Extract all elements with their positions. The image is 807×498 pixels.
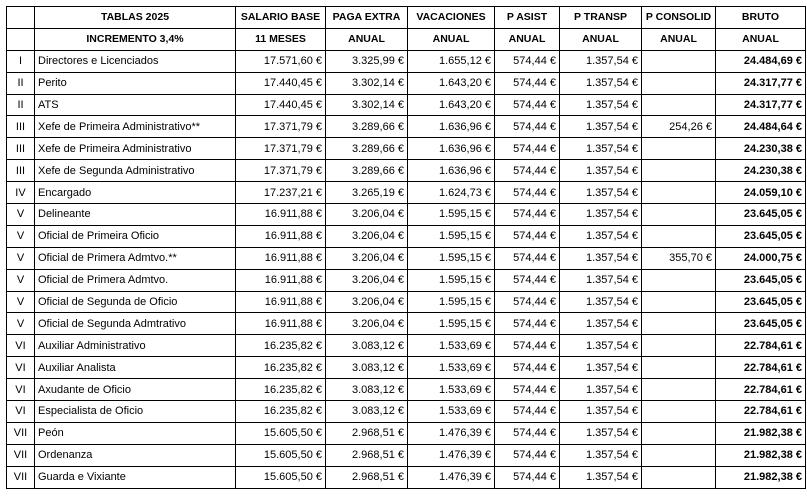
paga-extra-cell: 2.968,51 € bbox=[326, 444, 408, 466]
category-cell: Ordenanza bbox=[35, 444, 236, 466]
category-cell: Especialista de Oficio bbox=[35, 401, 236, 423]
table-row bbox=[7, 182, 806, 204]
paga-extra-cell: 3.083,12 € bbox=[326, 357, 408, 379]
bruto-cell: 22.784,61 € bbox=[716, 379, 806, 401]
p-asist-cell: 574,44 € bbox=[495, 291, 560, 313]
group-cell: VI bbox=[7, 401, 35, 423]
vacaciones-cell: 1.643,20 € bbox=[408, 94, 495, 116]
salario-base-cell: 16.235,82 € bbox=[236, 357, 326, 379]
salario-base-cell: 17.440,45 € bbox=[236, 72, 326, 94]
p-asist-cell: 574,44 € bbox=[495, 72, 560, 94]
paga-extra-cell: 2.968,51 € bbox=[326, 422, 408, 444]
group-cell: VI bbox=[7, 335, 35, 357]
group-cell: II bbox=[7, 72, 35, 94]
table-row bbox=[7, 335, 806, 357]
table-row bbox=[7, 444, 806, 466]
p-asist-cell: 574,44 € bbox=[495, 138, 560, 160]
vacaciones-cell: 1.595,15 € bbox=[408, 269, 495, 291]
p-asist-cell: 574,44 € bbox=[495, 422, 560, 444]
header-blank bbox=[7, 7, 35, 29]
p-consolid-cell bbox=[642, 401, 716, 423]
category-cell: Oficial de Segunda Admtrativo bbox=[35, 313, 236, 335]
p-transp-cell: 1.357,54 € bbox=[560, 313, 642, 335]
p-consolid-cell: 254,26 € bbox=[642, 116, 716, 138]
table-row bbox=[7, 466, 806, 488]
table-row bbox=[7, 138, 806, 160]
group-cell: VII bbox=[7, 422, 35, 444]
p-transp-cell: 1.357,54 € bbox=[560, 291, 642, 313]
salario-base-cell: 16.235,82 € bbox=[236, 401, 326, 423]
header-vacaciones-period: ANUAL bbox=[408, 28, 495, 50]
table-row bbox=[7, 50, 806, 72]
p-transp-cell: 1.357,54 € bbox=[560, 444, 642, 466]
salario-base-cell: 16.911,88 € bbox=[236, 225, 326, 247]
paga-extra-cell: 3.289,66 € bbox=[326, 116, 408, 138]
salario-base-cell: 15.605,50 € bbox=[236, 444, 326, 466]
category-cell: Delineante bbox=[35, 204, 236, 226]
p-asist-cell: 574,44 € bbox=[495, 379, 560, 401]
p-consolid-cell bbox=[642, 357, 716, 379]
table-body bbox=[7, 50, 806, 488]
p-consolid-cell bbox=[642, 204, 716, 226]
vacaciones-cell: 1.643,20 € bbox=[408, 72, 495, 94]
vacaciones-cell: 1.533,69 € bbox=[408, 379, 495, 401]
header-p-asist-period: ANUAL bbox=[495, 28, 560, 50]
header-p-transp: P TRANSP bbox=[560, 7, 642, 29]
table-row bbox=[7, 269, 806, 291]
p-asist-cell: 574,44 € bbox=[495, 204, 560, 226]
header-paga-extra: PAGA EXTRA bbox=[326, 7, 408, 29]
header-bruto-period: ANUAL bbox=[716, 28, 806, 50]
bruto-cell: 24.059,10 € bbox=[716, 182, 806, 204]
group-cell: III bbox=[7, 138, 35, 160]
category-cell: ATS bbox=[35, 94, 236, 116]
p-transp-cell: 1.357,54 € bbox=[560, 466, 642, 488]
vacaciones-cell: 1.595,15 € bbox=[408, 291, 495, 313]
vacaciones-cell: 1.655,12 € bbox=[408, 50, 495, 72]
p-transp-cell: 1.357,54 € bbox=[560, 50, 642, 72]
paga-extra-cell: 3.206,04 € bbox=[326, 313, 408, 335]
bruto-cell: 24.230,38 € bbox=[716, 160, 806, 182]
table-row bbox=[7, 160, 806, 182]
p-consolid-cell bbox=[642, 138, 716, 160]
vacaciones-cell: 1.533,69 € bbox=[408, 401, 495, 423]
table-row bbox=[7, 72, 806, 94]
paga-extra-cell: 3.083,12 € bbox=[326, 401, 408, 423]
salary-table bbox=[6, 6, 806, 489]
paga-extra-cell: 3.206,04 € bbox=[326, 291, 408, 313]
p-transp-cell: 1.357,54 € bbox=[560, 138, 642, 160]
table-row bbox=[7, 247, 806, 269]
vacaciones-cell: 1.476,39 € bbox=[408, 444, 495, 466]
header-salario-period: 11 MESES bbox=[236, 28, 326, 50]
paga-extra-cell: 3.302,14 € bbox=[326, 72, 408, 94]
p-transp-cell: 1.357,54 € bbox=[560, 204, 642, 226]
p-transp-cell: 1.357,54 € bbox=[560, 116, 642, 138]
category-cell: Oficial de Primeira Oficio bbox=[35, 225, 236, 247]
header-paga-extra-period: ANUAL bbox=[326, 28, 408, 50]
paga-extra-cell: 3.302,14 € bbox=[326, 94, 408, 116]
category-cell: Axudante de Oficio bbox=[35, 379, 236, 401]
bruto-cell: 21.982,38 € bbox=[716, 422, 806, 444]
group-cell: II bbox=[7, 94, 35, 116]
p-transp-cell: 1.357,54 € bbox=[560, 357, 642, 379]
category-cell: Xefe de Primeira Administrativo bbox=[35, 138, 236, 160]
category-cell: Xefe de Primeira Administrativo** bbox=[35, 116, 236, 138]
salario-base-cell: 16.911,88 € bbox=[236, 269, 326, 291]
p-asist-cell: 574,44 € bbox=[495, 269, 560, 291]
salario-base-cell: 16.911,88 € bbox=[236, 204, 326, 226]
vacaciones-cell: 1.595,15 € bbox=[408, 204, 495, 226]
vacaciones-cell: 1.533,69 € bbox=[408, 335, 495, 357]
category-cell: Encargado bbox=[35, 182, 236, 204]
table-row bbox=[7, 379, 806, 401]
bruto-cell: 22.784,61 € bbox=[716, 335, 806, 357]
p-asist-cell: 574,44 € bbox=[495, 313, 560, 335]
paga-extra-cell: 3.289,66 € bbox=[326, 138, 408, 160]
header-row-2 bbox=[7, 28, 806, 50]
bruto-cell: 24.484,69 € bbox=[716, 50, 806, 72]
p-asist-cell: 574,44 € bbox=[495, 335, 560, 357]
group-cell: III bbox=[7, 116, 35, 138]
salario-base-cell: 16.235,82 € bbox=[236, 335, 326, 357]
group-cell: I bbox=[7, 50, 35, 72]
p-consolid-cell bbox=[642, 379, 716, 401]
bruto-cell: 24.317,77 € bbox=[716, 72, 806, 94]
p-consolid-cell bbox=[642, 269, 716, 291]
vacaciones-cell: 1.636,96 € bbox=[408, 160, 495, 182]
header-p-asist: P ASIST bbox=[495, 7, 560, 29]
header-p-transp-period: ANUAL bbox=[560, 28, 642, 50]
p-transp-cell: 1.357,54 € bbox=[560, 269, 642, 291]
paga-extra-cell: 3.206,04 € bbox=[326, 204, 408, 226]
paga-extra-cell: 3.083,12 € bbox=[326, 379, 408, 401]
salario-base-cell: 17.371,79 € bbox=[236, 160, 326, 182]
paga-extra-cell: 2.968,51 € bbox=[326, 466, 408, 488]
salario-base-cell: 17.571,60 € bbox=[236, 50, 326, 72]
vacaciones-cell: 1.636,96 € bbox=[408, 116, 495, 138]
header-vacaciones: VACACIONES bbox=[408, 7, 495, 29]
bruto-cell: 22.784,61 € bbox=[716, 357, 806, 379]
p-consolid-cell: 355,70 € bbox=[642, 247, 716, 269]
table-header bbox=[7, 7, 806, 51]
p-transp-cell: 1.357,54 € bbox=[560, 335, 642, 357]
p-consolid-cell bbox=[642, 335, 716, 357]
header-bruto: BRUTO bbox=[716, 7, 806, 29]
paga-extra-cell: 3.289,66 € bbox=[326, 160, 408, 182]
p-consolid-cell bbox=[642, 225, 716, 247]
vacaciones-cell: 1.624,73 € bbox=[408, 182, 495, 204]
p-asist-cell: 574,44 € bbox=[495, 247, 560, 269]
vacaciones-cell: 1.595,15 € bbox=[408, 313, 495, 335]
table-row bbox=[7, 401, 806, 423]
p-transp-cell: 1.357,54 € bbox=[560, 94, 642, 116]
category-cell: Oficial de Segunda de Oficio bbox=[35, 291, 236, 313]
group-cell: V bbox=[7, 269, 35, 291]
table-row bbox=[7, 357, 806, 379]
bruto-cell: 23.645,05 € bbox=[716, 291, 806, 313]
table-row bbox=[7, 225, 806, 247]
p-asist-cell: 574,44 € bbox=[495, 466, 560, 488]
salario-base-cell: 16.235,82 € bbox=[236, 379, 326, 401]
vacaciones-cell: 1.595,15 € bbox=[408, 225, 495, 247]
p-asist-cell: 574,44 € bbox=[495, 94, 560, 116]
salario-base-cell: 16.911,88 € bbox=[236, 247, 326, 269]
p-consolid-cell bbox=[642, 160, 716, 182]
salario-base-cell: 17.440,45 € bbox=[236, 94, 326, 116]
p-consolid-cell bbox=[642, 444, 716, 466]
p-asist-cell: 574,44 € bbox=[495, 401, 560, 423]
bruto-cell: 21.982,38 € bbox=[716, 444, 806, 466]
bruto-cell: 24.230,38 € bbox=[716, 138, 806, 160]
group-cell: VI bbox=[7, 379, 35, 401]
category-cell: Oficial de Primera Admtvo. bbox=[35, 269, 236, 291]
bruto-cell: 24.317,77 € bbox=[716, 94, 806, 116]
paga-extra-cell: 3.206,04 € bbox=[326, 225, 408, 247]
p-asist-cell: 574,44 € bbox=[495, 160, 560, 182]
salario-base-cell: 15.605,50 € bbox=[236, 422, 326, 444]
paga-extra-cell: 3.206,04 € bbox=[326, 247, 408, 269]
salario-base-cell: 16.911,88 € bbox=[236, 313, 326, 335]
salario-base-cell: 17.371,79 € bbox=[236, 138, 326, 160]
group-cell: V bbox=[7, 225, 35, 247]
category-cell: Auxiliar Administrativo bbox=[35, 335, 236, 357]
p-transp-cell: 1.357,54 € bbox=[560, 225, 642, 247]
header-p-consolid: P CONSOLID bbox=[642, 7, 716, 29]
category-cell: Oficial de Primera Admtvo.** bbox=[35, 247, 236, 269]
bruto-cell: 23.645,05 € bbox=[716, 313, 806, 335]
category-cell: Directores e Licenciados bbox=[35, 50, 236, 72]
salario-base-cell: 16.911,88 € bbox=[236, 291, 326, 313]
p-asist-cell: 574,44 € bbox=[495, 444, 560, 466]
p-asist-cell: 574,44 € bbox=[495, 225, 560, 247]
bruto-cell: 23.645,05 € bbox=[716, 204, 806, 226]
table-row bbox=[7, 116, 806, 138]
group-cell: VII bbox=[7, 444, 35, 466]
p-consolid-cell bbox=[642, 182, 716, 204]
table-row bbox=[7, 313, 806, 335]
group-cell: V bbox=[7, 291, 35, 313]
bruto-cell: 23.645,05 € bbox=[716, 269, 806, 291]
vacaciones-cell: 1.595,15 € bbox=[408, 247, 495, 269]
p-transp-cell: 1.357,54 € bbox=[560, 379, 642, 401]
category-cell: Auxiliar Analista bbox=[35, 357, 236, 379]
p-transp-cell: 1.357,54 € bbox=[560, 247, 642, 269]
bruto-cell: 24.000,75 € bbox=[716, 247, 806, 269]
p-consolid-cell bbox=[642, 50, 716, 72]
vacaciones-cell: 1.476,39 € bbox=[408, 422, 495, 444]
table-row bbox=[7, 204, 806, 226]
p-consolid-cell bbox=[642, 466, 716, 488]
header-blank bbox=[7, 28, 35, 50]
category-cell: Peón bbox=[35, 422, 236, 444]
group-cell: IV bbox=[7, 182, 35, 204]
vacaciones-cell: 1.636,96 € bbox=[408, 138, 495, 160]
table-row bbox=[7, 422, 806, 444]
salario-base-cell: 15.605,50 € bbox=[236, 466, 326, 488]
group-cell: V bbox=[7, 313, 35, 335]
p-transp-cell: 1.357,54 € bbox=[560, 182, 642, 204]
p-asist-cell: 574,44 € bbox=[495, 357, 560, 379]
p-consolid-cell bbox=[642, 72, 716, 94]
bruto-cell: 21.982,38 € bbox=[716, 466, 806, 488]
p-consolid-cell bbox=[642, 291, 716, 313]
bruto-cell: 22.784,61 € bbox=[716, 401, 806, 423]
paga-extra-cell: 3.206,04 € bbox=[326, 269, 408, 291]
p-consolid-cell bbox=[642, 422, 716, 444]
p-transp-cell: 1.357,54 € bbox=[560, 72, 642, 94]
paga-extra-cell: 3.083,12 € bbox=[326, 335, 408, 357]
p-asist-cell: 574,44 € bbox=[495, 182, 560, 204]
p-transp-cell: 1.357,54 € bbox=[560, 422, 642, 444]
category-cell: Perito bbox=[35, 72, 236, 94]
vacaciones-cell: 1.476,39 € bbox=[408, 466, 495, 488]
bruto-cell: 24.484,64 € bbox=[716, 116, 806, 138]
group-cell: VII bbox=[7, 466, 35, 488]
category-cell: Guarda e Vixiante bbox=[35, 466, 236, 488]
table-row bbox=[7, 291, 806, 313]
group-cell: V bbox=[7, 247, 35, 269]
category-cell: Xefe de Segunda Administrativo bbox=[35, 160, 236, 182]
vacaciones-cell: 1.533,69 € bbox=[408, 357, 495, 379]
header-title: TABLAS 2025 bbox=[35, 7, 236, 29]
p-consolid-cell bbox=[642, 313, 716, 335]
salario-base-cell: 17.237,21 € bbox=[236, 182, 326, 204]
p-asist-cell: 574,44 € bbox=[495, 50, 560, 72]
group-cell: III bbox=[7, 160, 35, 182]
bruto-cell: 23.645,05 € bbox=[716, 225, 806, 247]
header-salario-base: SALARIO BASE bbox=[236, 7, 326, 29]
header-p-consolid-period: ANUAL bbox=[642, 28, 716, 50]
group-cell: VI bbox=[7, 357, 35, 379]
p-asist-cell: 574,44 € bbox=[495, 116, 560, 138]
paga-extra-cell: 3.325,99 € bbox=[326, 50, 408, 72]
group-cell: V bbox=[7, 204, 35, 226]
p-consolid-cell bbox=[642, 94, 716, 116]
header-row-1 bbox=[7, 7, 806, 29]
header-increment: INCREMENTO 3,4% bbox=[35, 28, 236, 50]
p-transp-cell: 1.357,54 € bbox=[560, 160, 642, 182]
paga-extra-cell: 3.265,19 € bbox=[326, 182, 408, 204]
salario-base-cell: 17.371,79 € bbox=[236, 116, 326, 138]
table-row bbox=[7, 94, 806, 116]
p-transp-cell: 1.357,54 € bbox=[560, 401, 642, 423]
